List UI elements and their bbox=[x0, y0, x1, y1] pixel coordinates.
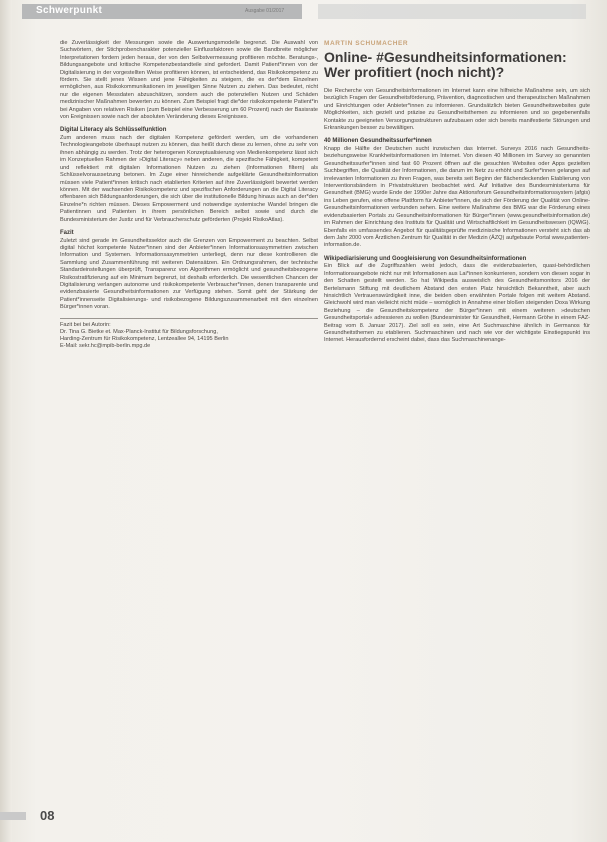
page-number-bar bbox=[0, 812, 26, 820]
right-column bbox=[324, 40, 590, 345]
left-paragraph-2: Zum anderen muss nach der digitalen Kompetenz gefördert werden, um die vorhandenen Technologieangebote überhaupt nutzen zu können, das heißt durch diese zu lernen, ohne zu sehr von ihnen abhängig zu werden. Trotz der heterogenen Konzeptualisierung von Medienkompetenz lässt sich im Konzeptuellen Rahmen der »Digital Literacy« neben anderen, die spezifische Fähigkeit, kompetent und reflektiert mit digitalen Informationen Nutzen zu ziehen (Informationen filtern) als Schlüsselvoraussetzung betonen. Im Zuge einer hinreichende aufgeklärte Gesundheitsinformation müssen viele Patient*innen kritisch nach etablierten Kriterien auf ihre Zuverlässigkeit bewertet werden können. Mit der wachsenden Risikokompetenz und spezifischen Anforderungen an die Digital Literacy offenbaren sich Bildungsanforderungen, die sich über die institutionelle Bildung hinaus auch an der*den Einzelne*n richten müssen. Dieses Empowerment und notwendige systemische Wandel bringen die Patientinnen und Patienten in ihrem persönlichen Bereich selbst sowie und durch die Bundesministerium der Justiz und für Verbraucherschutz geförderten (Projekt RisikoAtlas). bbox=[60, 135, 318, 223]
binding-shadow bbox=[0, 0, 12, 842]
page-number: 08 bbox=[40, 808, 55, 823]
heading-wikipediarisierung: Wikipediarisierung und Googleisierung von Gesundheitsinformationen bbox=[324, 255, 527, 262]
heading-digital-literacy: Digital Literacy als Schlüsselfunktion bbox=[60, 127, 167, 134]
author-institution: Harding-Zentrum für Risikokompetenz, Lentzeallee 94, 14195 Berlin bbox=[60, 336, 229, 342]
article-title: Online- #Gesundheitsinformationen: Wer profitiert (noch nicht)? bbox=[324, 49, 567, 80]
author-email: E-Mail: sekr.hc@mpib-berlin.mpg.de bbox=[60, 343, 151, 350]
right-paragraph-2: Knapp die Hälfte der Deutschen sucht inzwischen das Internet. Surveys 2016 nach Gesundheits- beziehungsweise Krankheitsinformationen im Internet. Von diesen 40 Millionen im Survey so genannten Gesundheitssurfer*innen sind fast 60 Prozent öffnen auf die gesuchten Websites oder Apps gezielten Suchbegriffen, die Qualität der Informationen, die darum im Netz zu erhöht und Surfer*innen gelangen auf irrelevanten Informationen zu ihren Fragen, was bereits seit Beginn der flächendeckenden Etablierung von Interventionsbändern in Privatstrukturen beobachtet wird. Auf Initiative des Bundesministeriums für Gesundheit (BMG) wurde Ende der 1990er Jahre das Aktionsforum Gesundheitsinformationssystem (afgis) ins Leben gerufen, eine offene Plattform für Anbieter*innen, die sich der Förderung der Qualität von Online-Gesundheitsinformationen verbunden sehen. Eine weitere Maßnahme des BMG war die Förderung eines evidenzbasierten Portals zu Gesundheitsinformationen für Bürger*innen (www.gesundheitsinformation.de) im Rahmen der Einrichtung des Instituts für Qualität und Wirtschaftlichkeit im Gesundheitswesen (IQWiG). Ebenfalls ein umfassendes Angebot für qualitätsgeprüfte medizinische Informationen versteht sich das ab dem Jahr 2000 vom Ärztlichen Zentrum für Qualität in der Medizin (ÄZQ) aufgebaute Portal www.patienten-information.de. bbox=[324, 146, 590, 249]
right-paragraph-3: Ein Blick auf die Zugriffszahlen weist jedoch, dass die evidenzbasierten, quasi-behördlichen Informationsangebote nicht nur mit Informationen aus Lai*innen konkurrieren, sondern von diesen sogar in den Schatten gestellt werden. So hat Wikipedia ausweislich des Gesundheitsmonitors 2016 der Bertelsmann Stiftung mit deutlichem Abstand den ersten Platz hinsichtlich Bekanntheit, aber auch hinsichtlich Vertrauenswürdigkeit inne, die beiden oben erwähnten Portale folgen mit weitem Abstand. Gleichwohl wird man vielleicht nicht müde – womöglich in Annahme einer bloßen steigenden Doxa Wirkung Beziehung – die Gesundheitskompetenz der Bürger*innen mit einem weiteren »deutschen Gesundheitsportal« adressieren zu wollen (Bundesminister für Gesundheit, Hermann Gröhe in einem FAZ-Beitrag vom 8. Januar 2017). Ziel soll es sein, eine Art Suchmaschine ähnlich in Germanos für Gesundheitsthemen zu etablieren. Suchmaschinen und nach wie vor der wichtigste Einstiegspunkt ins Internet. Herausfordernd erscheint dabei, dass das Suchmaschinenange- bbox=[324, 263, 590, 344]
right-paragraph-1: Die Recherche von Gesundheitsinformationen im Internet kann eine hilfreiche Maßnahme sein, um sich bezüglich Fragen der Gesundheitsförderung, Prävention, diagnostischen und therapeutischen Maßnahmen und Einrichtungen oder Anbieter*innen zu informieren. Grundsätzlich bieten Gesundheitswebsites gute Möglichkeiten, sich gezielt und präzise zu Gesundheitsthemen zu informieren und so gegebenenfalls Kontakte zu geeigneten Versorgungsstrukturen aufzubauen oder sich bereits manifestierte Störungen und Erkrankungen besser zu bewältigen. bbox=[324, 88, 590, 132]
heading-fazit: Fazit bbox=[60, 229, 74, 236]
issue-label: Ausgabe 01/2017 bbox=[245, 8, 285, 14]
page-header bbox=[0, 0, 607, 22]
right-header-bar bbox=[318, 4, 586, 19]
heading-gesundheitssurfer: 40 Millionen Gesundheitssurfer*innen bbox=[324, 138, 432, 145]
left-column bbox=[60, 40, 318, 350]
left-paragraph-3: Zuletzt sind gerade im Gesundheitssektor auch die Grenzen von Empowerment zu beachten. Selbst digital höchst kompetente Nutzer*innen sind der Anbieter*innen Informationsasymmetrien zwischen Information und Systemen. Informationsasymmetrien unterliegt, denn nur diese kontrollieren die Sammlung und Zusammenführung mit weiteren Datensätzen. Ein Ordnungsrahmen, der technische Standardeinstellungen überprüft, Transparenz von Algorithmen ermöglicht und gesundheitsbezogene Risikostratifizierung auf ein Minimum begrenzt, ist deshalb erforderlich. Die wesentlichen Chancen der Digitalisierung verlangen autonome und risikokompetente Verbraucher*innen, denen transparente und evidenzbasierte Gesundheitsinformationen zur Verfügung stehen. Somit geht der Stärkung der Patient*innenseite Digitalisierungs- und risikobezogene Bildungszusammenarbeit mit den einzelnen Bürger*innen voran. bbox=[60, 237, 318, 311]
article-kicker: MARTIN SCHUMACHER bbox=[324, 40, 409, 47]
author-name: Dr. Tina G. Bietke et. Max-Planck-Institut für Bildungsforschung, bbox=[60, 328, 218, 335]
left-paragraph-1: die Zuverlässigkeit der Messungen sowie die Auswertungsmodelle begrenzt. Die Auswahl von Suchwörtern, der Stichprobencharakter potenzieller Einflussfaktoren sowie die Bandbreite möglicher Interpretationen fordern jeden heraus, der von den Selbstvermessung profitieren möchte. Beratungs-, Bildungsangebote und kritische Kompetenzbestandteile sind gefordert. Damit Patient*innen von der Digitalisierung in der vorgestellten Weise profitieren können, ist entscheidend, das Risikokompetenz zu fördern. Sie stellt jenes Wissen und jene Fähigkeiten zu steigern, die es der*dem Einzelnen ermöglichen, aus Risikokommunikationen im jeweiligen Sinne Nutzen zu ziehen. Das bedeutet, nicht nur die eigenen Messdaten abzuschätzen, sondern auch die potenziellen Nutzen und Schäden medizinischer Maßnahmen bewerten zu können. Zum Beispiel fragt die*der risikokompetente Patient*in bei Angaben von relativen Risiken (zum Beispiel eine Verbesserung um 60 Prozent) nach der Basisrate von Ereignissen sowie nach der absoluten Veränderung dieses Ereignisses. bbox=[60, 40, 318, 121]
author-label: Fazit bei bei Autorin: bbox=[60, 321, 111, 328]
section-label: Schwerpunkt bbox=[36, 5, 103, 16]
